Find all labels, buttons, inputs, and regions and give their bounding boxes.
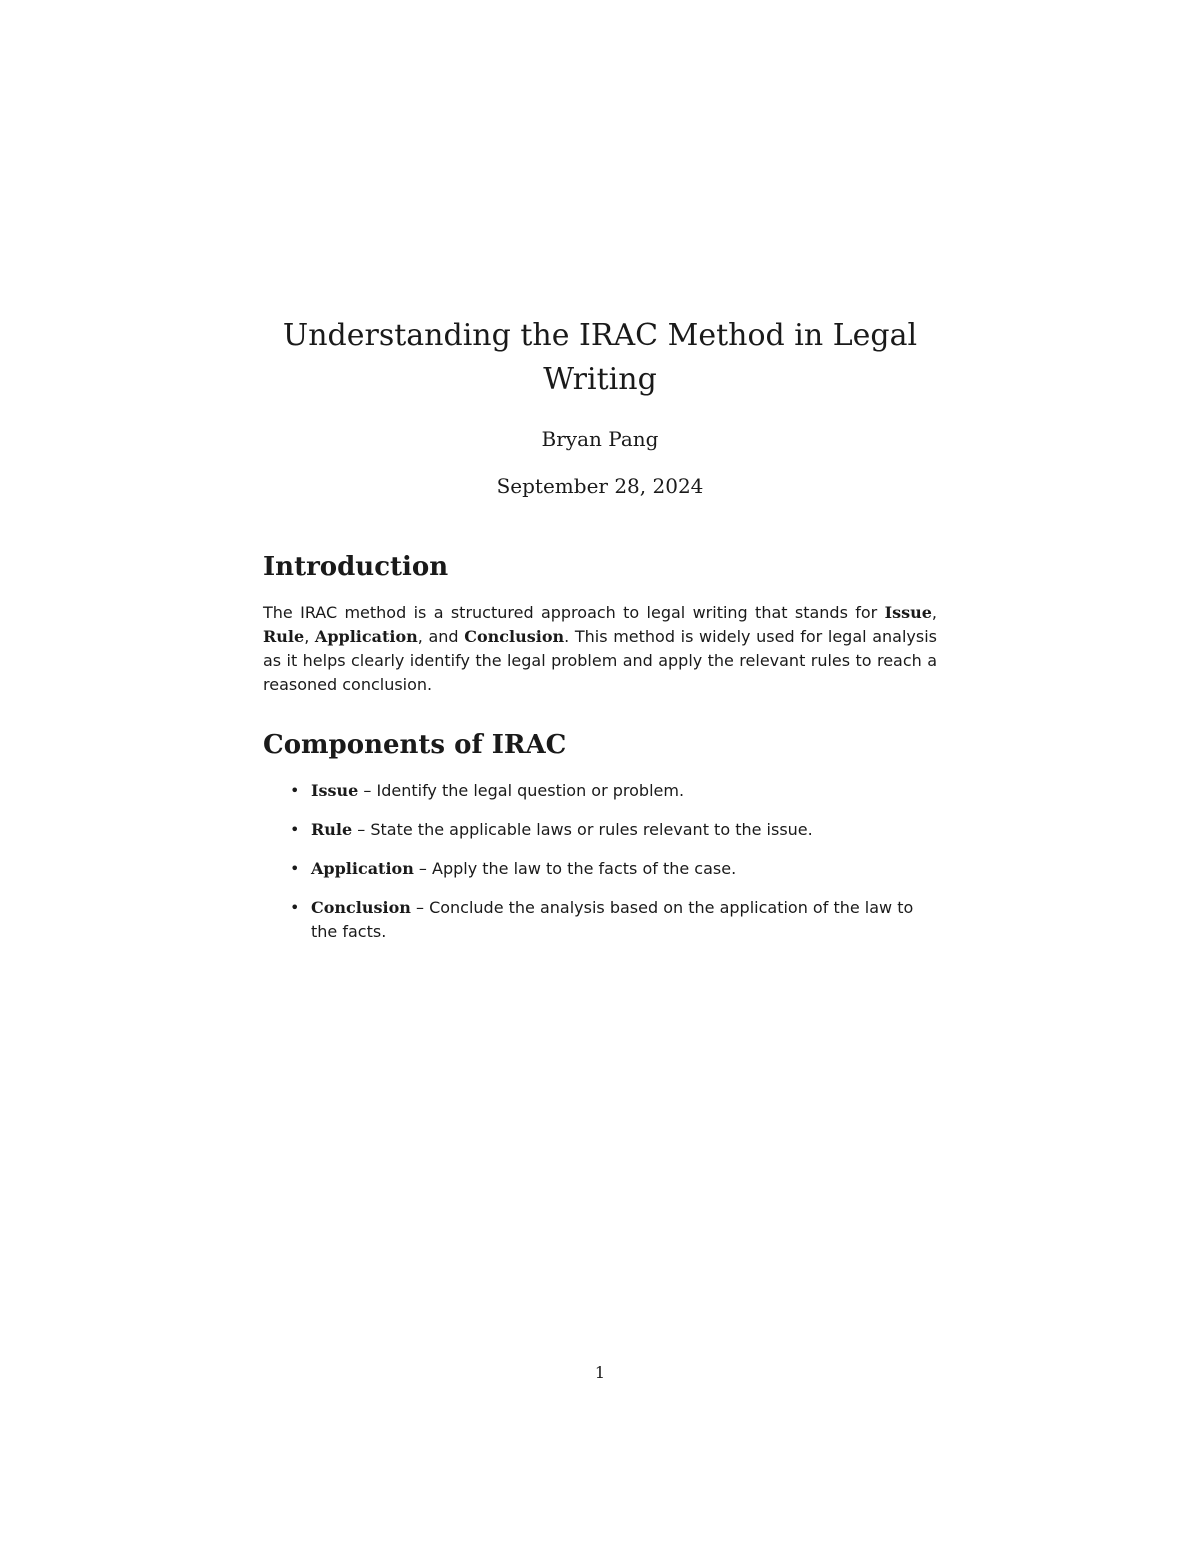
bullet-icon: • xyxy=(290,859,300,878)
list-item-term: Rule xyxy=(311,820,353,839)
document-date: September 28, 2024 xyxy=(496,474,704,498)
list-item-description: – Conclude the analysis based on the application of the law to the facts. xyxy=(311,898,914,941)
intro-text-1: The IRAC method is a structured approach to legal writing that stands for xyxy=(263,603,885,622)
intro-term-application: Application xyxy=(314,627,418,646)
list-item-conclusion xyxy=(290,896,937,944)
list-item-term: Conclusion xyxy=(311,898,411,917)
intro-sep-2: , xyxy=(304,627,315,646)
list-item-term: Issue xyxy=(311,781,359,800)
list-item-issue xyxy=(290,779,937,803)
introduction-heading: Introduction xyxy=(263,552,449,582)
document-title: Understanding the IRAC Method in Legal Writing xyxy=(282,318,918,397)
intro-term-conclusion: Conclusion xyxy=(464,627,565,646)
list-item-application xyxy=(290,857,937,881)
components-list xyxy=(290,779,937,959)
bullet-icon: • xyxy=(290,898,300,917)
list-item-rule xyxy=(290,818,937,842)
list-item-description: – Apply the law to the facts of the case. xyxy=(413,859,737,878)
intro-text-2: . This method is widely used for legal analysis as it helps clearly identify the legal problem and apply the relevant rules to reach a reasoned conclusion. xyxy=(263,627,938,694)
intro-term-rule: Rule xyxy=(263,627,305,646)
intro-sep-1: , xyxy=(931,603,937,622)
list-item-description: – State the applicable laws or rules relevant to the issue. xyxy=(352,820,813,839)
introduction-paragraph xyxy=(263,601,937,697)
list-item-term: Application xyxy=(311,859,414,878)
components-heading: Components of IRAC xyxy=(263,730,567,760)
intro-sep-3: , and xyxy=(417,627,465,646)
bullet-icon: • xyxy=(290,820,300,839)
bullet-icon: • xyxy=(290,781,300,800)
page-number: 1 xyxy=(594,1363,606,1382)
intro-term-issue: Issue xyxy=(884,603,932,622)
document-author: Bryan Pang xyxy=(541,427,659,451)
list-item-description: – Identify the legal question or problem. xyxy=(358,781,685,800)
